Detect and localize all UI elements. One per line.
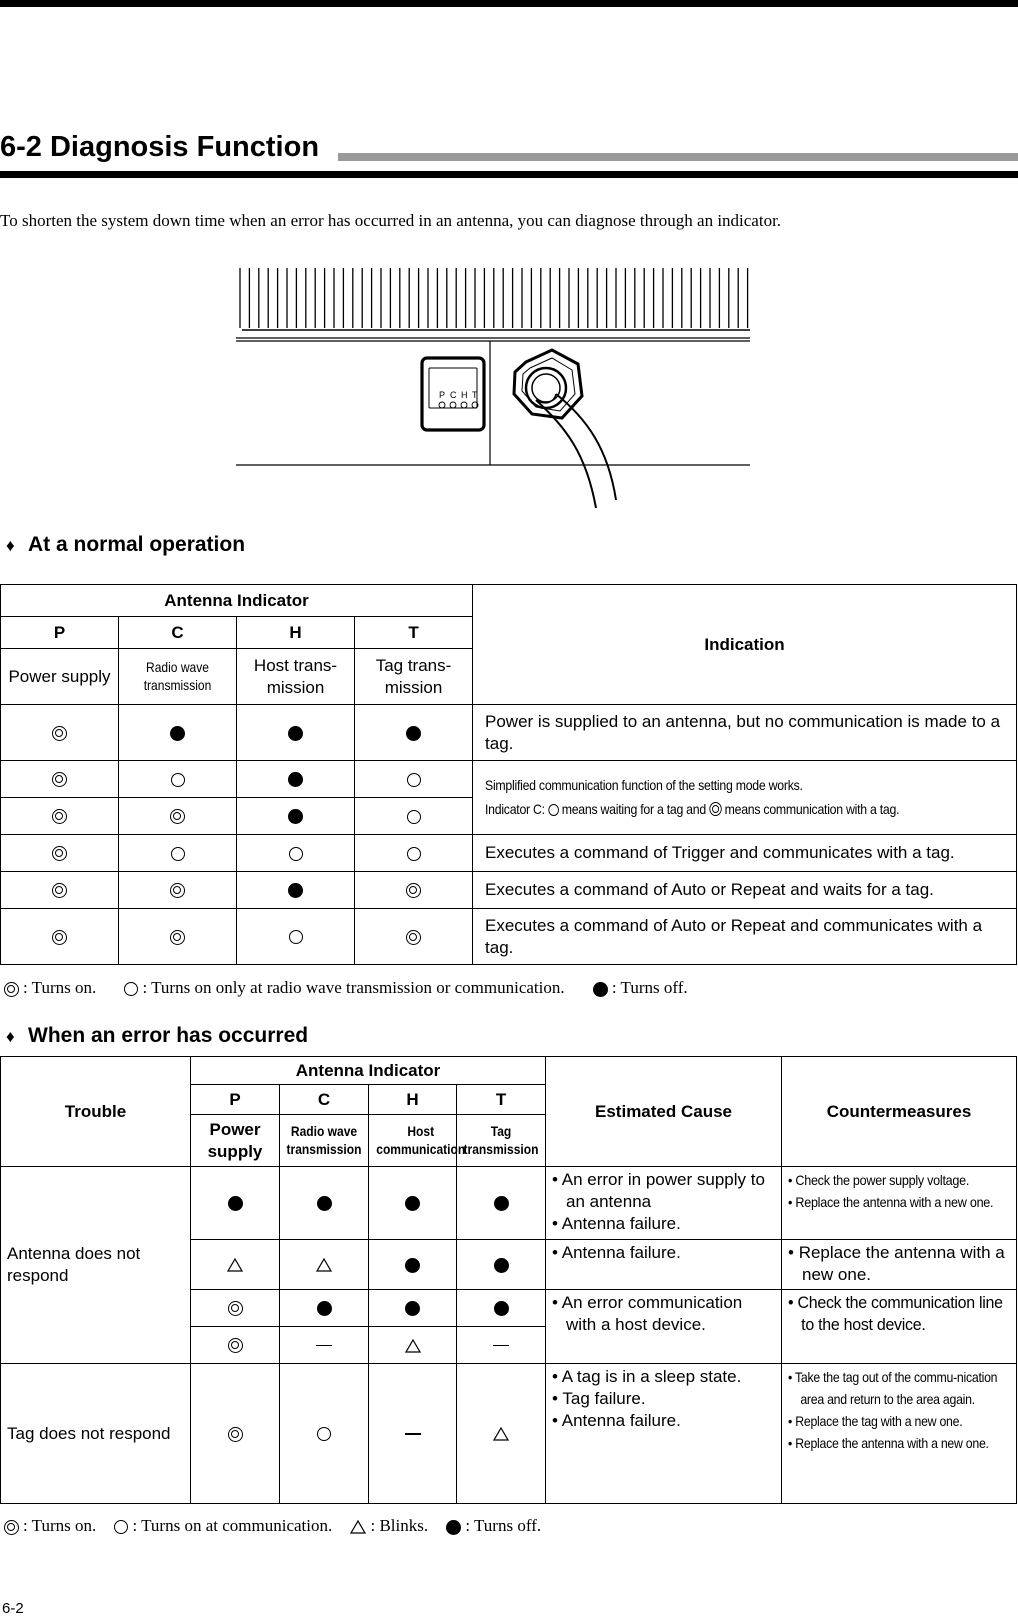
state-cell: [369, 1364, 457, 1504]
turns-off-icon: [494, 1196, 509, 1211]
list-item: • Check the power supply voltage.: [788, 1172, 970, 1188]
turns-on-icon: [228, 1338, 243, 1353]
indicator-c-note: Indicator C: means waiting for a tag and means communication with a tag.: [485, 800, 900, 817]
table-row: [1, 835, 1017, 872]
state-cell: [1, 798, 119, 835]
cable-connector: [514, 350, 616, 508]
turns-off-icon: [406, 726, 421, 741]
turns-on-at-transmission-icon: [124, 982, 138, 996]
state-cell: [237, 705, 355, 761]
section-title: 6-2 Diagnosis Function: [0, 130, 327, 164]
turns-off-icon: [317, 1301, 332, 1316]
antenna-illustration: [236, 268, 776, 508]
cause-cell: [546, 1290, 782, 1364]
table-row: [1, 872, 1017, 909]
turns-on-at-transmission-icon: [548, 804, 559, 816]
list-item: • A tag is in a sleep state.: [552, 1367, 742, 1386]
state-cell: [1, 909, 119, 965]
state-cell: [369, 1167, 457, 1240]
state-cell: [457, 1240, 546, 1290]
countermeasure-cell: [782, 1240, 1017, 1290]
state-cell: [457, 1364, 546, 1504]
state-cell: [119, 798, 237, 835]
indicator-panel: [422, 358, 484, 430]
trouble-cell: Tag does not respond: [1, 1364, 191, 1504]
dash-icon: [405, 1433, 421, 1435]
state-cell: [119, 761, 237, 798]
col-desc-power: Power supply: [1, 649, 119, 705]
turns-off-icon: [593, 982, 608, 997]
turns-on-at-transmission-icon: [289, 847, 303, 861]
blinks-icon: [493, 1427, 509, 1441]
turns-on-icon: [170, 809, 185, 824]
diamond-bullet-icon: ♦: [6, 1027, 15, 1046]
turns-off-icon: [494, 1258, 509, 1273]
indicator-letter-h: H: [461, 390, 468, 400]
countermeasure-cell: [782, 1290, 1017, 1364]
top-rule: [0, 0, 1018, 7]
col-desc-tag: Tag transmission: [457, 1115, 546, 1167]
state-cell: [369, 1240, 457, 1290]
state-cell: [191, 1167, 280, 1240]
normal-operation-heading: [6, 532, 245, 559]
turns-on-at-transmission-icon: [407, 810, 421, 824]
col-letter-h: H: [369, 1085, 457, 1115]
intro-paragraph: To shorten the system down time when an error has occurred in an antenna, you can diagnose through an indicator.: [0, 211, 782, 230]
turns-off-icon: [405, 1301, 420, 1316]
list-item: • Tag failure.: [552, 1389, 646, 1408]
error-heading: [6, 1023, 308, 1050]
error-heading-text: When an error has occurred: [28, 1024, 309, 1047]
blinks-icon: [227, 1258, 243, 1272]
turns-off-icon: [446, 1520, 461, 1535]
indication-cell: Executes a command of Auto or Repeat and waits for a tag.: [473, 872, 1017, 909]
turns-on-icon: [170, 930, 185, 945]
antenna-indicator-header: Antenna Indicator: [1, 585, 473, 617]
error-legend: : Turns on. : Turns on at communication. : Blinks. : Turns off.: [4, 1515, 565, 1537]
turns-off-icon: [170, 726, 185, 741]
state-cell: [369, 1290, 457, 1327]
turns-on-icon: [406, 930, 421, 945]
state-cell: [119, 705, 237, 761]
countermeasure-cell: [782, 1364, 1017, 1504]
state-cell: [457, 1327, 546, 1364]
trouble-cell: Antenna does not respond: [1, 1167, 191, 1364]
state-cell: [457, 1290, 546, 1327]
turns-on-at-transmission-icon: [171, 773, 185, 787]
indication-cell: Executes a command of Trigger and communicates with a tag.: [473, 835, 1017, 872]
turns-on-icon: [52, 846, 67, 861]
turns-off-icon: [288, 809, 303, 824]
state-cell: [237, 761, 355, 798]
col-desc-radio: Radio wave transmission: [280, 1115, 369, 1167]
turns-on-icon: [4, 1520, 19, 1535]
list-item: • Replace the tag with a new one.: [788, 1413, 963, 1429]
turns-on-at-communication-icon: [317, 1427, 331, 1441]
indication-cell: Power is supplied to an antenna, but no communication is made to a tag.: [473, 705, 1017, 761]
countermeasures-header: Countermeasures: [782, 1057, 1017, 1167]
heat-sink-fins: [240, 268, 748, 328]
state-cell: [119, 872, 237, 909]
list-item: • Replace the antenna with a new one.: [788, 1435, 989, 1451]
state-cell: [355, 798, 473, 835]
turns-on-icon: [4, 982, 19, 997]
indicator-letter-c: C: [450, 390, 457, 400]
col-letter-c: C: [280, 1085, 369, 1115]
cause-cell: [546, 1364, 782, 1504]
turns-off-icon: [288, 883, 303, 898]
turns-off-icon: [405, 1258, 420, 1273]
turns-on-icon: [228, 1427, 243, 1442]
normal-legend: : Turns on. : Turns on only at radio wave transmission or communication. : Turns off.: [4, 977, 712, 999]
turns-off-icon: [288, 772, 303, 787]
list-item: • Check the communication line to the host device.: [788, 1293, 1003, 1334]
turns-off-icon: [317, 1196, 332, 1211]
state-cell: [355, 835, 473, 872]
col-desc-radio: Radio wave transmission: [119, 649, 237, 705]
list-item: • An error in power supply to an antenna: [552, 1170, 765, 1211]
state-cell: [355, 761, 473, 798]
indication-cell: Executes a command of Auto or Repeat and communicates with a tag.: [473, 909, 1017, 965]
turns-on-icon: [52, 726, 67, 741]
turns-on-icon: [52, 883, 67, 898]
simplified-mode-text: Simplified communication function of the setting mode works.: [485, 776, 803, 793]
col-desc-power: Power supply: [191, 1115, 280, 1167]
list-item: • Take the tag out of the commu-nication area and return to the area again.: [788, 1369, 998, 1407]
state-cell: [280, 1290, 369, 1327]
turns-on-at-transmission-icon: [171, 847, 185, 861]
cause-cell: [546, 1167, 782, 1240]
turns-on-icon: [52, 930, 67, 945]
blinks-icon: [316, 1258, 332, 1272]
list-item: • Replace the antenna with a new one.: [788, 1194, 994, 1210]
turns-on-at-transmission-icon: [407, 773, 421, 787]
turns-on-icon: [52, 809, 67, 824]
col-letter-p: P: [1, 617, 119, 649]
col-letter-h: H: [237, 617, 355, 649]
col-desc-host: Host trans-mission: [237, 649, 355, 705]
state-cell: [1, 872, 119, 909]
turns-off-icon: [494, 1301, 509, 1316]
normal-operation-table: [0, 584, 1017, 965]
state-cell: [191, 1290, 280, 1327]
col-desc-host: Host communication: [369, 1115, 457, 1167]
indicator-letter-t: T: [472, 390, 478, 400]
indication-header: Indication: [473, 585, 1017, 705]
turns-on-icon: [52, 772, 67, 787]
turns-off-icon: [405, 1196, 420, 1211]
cause-cell: [546, 1240, 782, 1290]
turns-on-icon: [709, 802, 721, 816]
col-letter-t: T: [457, 1085, 546, 1115]
state-cell: [355, 705, 473, 761]
state-cell: [280, 1167, 369, 1240]
list-item: • An error communication with a host device.: [552, 1293, 743, 1334]
state-cell: [280, 1327, 369, 1364]
page-number: 6-2: [2, 1600, 24, 1617]
turns-on-icon: [170, 883, 185, 898]
title-gray-rule: [338, 153, 1018, 161]
state-cell: [1, 835, 119, 872]
turns-on-at-transmission-icon: [407, 847, 421, 861]
estimated-cause-header: Estimated Cause: [546, 1057, 782, 1167]
state-cell: [191, 1240, 280, 1290]
countermeasure-cell: [782, 1167, 1017, 1240]
col-letter-t: T: [355, 617, 473, 649]
trouble-header: Trouble: [1, 1057, 191, 1167]
turns-on-at-communication-icon: [114, 1520, 128, 1534]
dash-icon: [316, 1345, 332, 1347]
list-item: • Replace the antenna with a new one.: [788, 1243, 1005, 1284]
state-cell: [191, 1364, 280, 1504]
col-letter-c: C: [119, 617, 237, 649]
turns-on-at-transmission-icon: [289, 930, 303, 944]
col-desc-tag: Tag trans-mission: [355, 649, 473, 705]
list-item: • Antenna failure.: [552, 1411, 681, 1430]
diamond-bullet-icon: ♦: [6, 536, 15, 555]
list-item: • Antenna failure.: [552, 1214, 681, 1233]
section-header: [0, 130, 1018, 178]
state-cell: [457, 1167, 546, 1240]
state-cell: [191, 1327, 280, 1364]
turns-off-icon: [228, 1196, 243, 1211]
state-cell: [119, 909, 237, 965]
state-cell: [237, 798, 355, 835]
state-cell: [119, 835, 237, 872]
state-cell: [237, 909, 355, 965]
table-row: [1, 1167, 1017, 1240]
dash-icon: [493, 1345, 509, 1347]
antenna-indicator-header: Antenna Indicator: [191, 1057, 546, 1085]
state-cell: [237, 872, 355, 909]
table-row: [1, 909, 1017, 965]
turns-off-icon: [288, 726, 303, 741]
state-cell: [1, 705, 119, 761]
blinks-icon: [350, 1520, 366, 1534]
error-table: [0, 1056, 1017, 1504]
state-cell: [237, 835, 355, 872]
blinks-icon: [405, 1339, 421, 1353]
state-cell: [280, 1240, 369, 1290]
indication-cell-simplified: [473, 761, 1017, 835]
title-black-rule: [0, 171, 1018, 178]
normal-heading-text: At a normal operation: [28, 533, 246, 556]
list-item: • Antenna failure.: [552, 1243, 681, 1262]
turns-on-icon: [406, 883, 421, 898]
col-letter-p: P: [191, 1085, 280, 1115]
table-row: [1, 1364, 1017, 1504]
turns-on-icon: [228, 1301, 243, 1316]
table-row: [1, 705, 1017, 761]
state-cell: [1, 761, 119, 798]
state-cell: [355, 872, 473, 909]
table-row: [1, 761, 1017, 798]
state-cell: [369, 1327, 457, 1364]
state-cell: [355, 909, 473, 965]
indicator-letter-p: P: [439, 390, 446, 400]
state-cell: [280, 1364, 369, 1504]
